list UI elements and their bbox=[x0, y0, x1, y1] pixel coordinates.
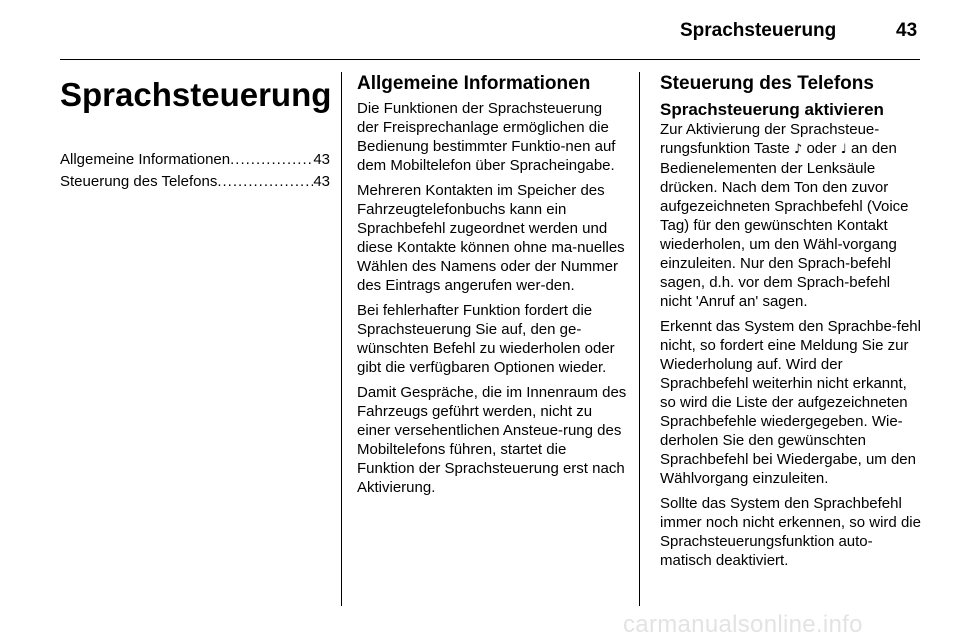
toc-leader-dots bbox=[230, 149, 313, 171]
toc-entry-page: 43 bbox=[313, 173, 330, 190]
header-divider bbox=[60, 59, 920, 60]
voice-button-icon: ♪ bbox=[793, 142, 803, 157]
paragraph-text: oder bbox=[806, 140, 837, 157]
paragraph: Bei fehlerhafter Funktion fordert die Sprachsteuerung Sie auf, den ge-wünschten Befehl zu wiederholen oder gibt die verfügbaren Optionen wieder. bbox=[357, 302, 615, 376]
phone-control-column bbox=[660, 72, 922, 576]
chapter-title: Sprachsteuerung bbox=[60, 76, 332, 113]
paragraph: Mehreren Kontakten im Speicher des Fahrzeugtelefonbuchs kann ein Sprachbefehl zugeordnet werden und diese Kontakte können ohne ma-nuelles Wählen des Namens oder der Nummer des Eintrags angerufen wer-den. bbox=[357, 182, 625, 294]
paragraph: Erkennt das System den Sprachbe-fehl nicht, so fordert eine Meldung Sie zur Wiederholung auf. Wird der Sprachbefehl weiterhin nicht erkannt, so wird die Liste der aufgezeichneten Sprachbefehle wiedergegeben. Wie-derholen Sie den gewünschten Sprachbefehl bei Wiedergabe, um den Wählvorgang einzuleiten. bbox=[660, 318, 921, 487]
toc-entry-phone[interactable] bbox=[60, 171, 330, 193]
voice-button-alt-icon: ♩ bbox=[840, 142, 847, 157]
toc-leader-dots bbox=[217, 171, 313, 193]
toc-entry-page: 43 bbox=[313, 151, 330, 168]
column-divider-2 bbox=[639, 72, 640, 606]
column-divider-1 bbox=[341, 72, 342, 606]
paragraph: Sollte das System den Sprachbefehl immer noch nicht erkennen, so wird die Sprachsteuerungsfunktion auto-matisch deaktiviert. bbox=[660, 495, 921, 569]
toc-column bbox=[60, 72, 330, 193]
paragraph-text: Zur Aktivierung der Sprachsteue-rungsfunktion Taste bbox=[660, 121, 880, 157]
subheading-activate: Sprachsteuerung aktivieren bbox=[660, 100, 884, 119]
section-heading-phone: Steuerung des Telefons bbox=[660, 73, 874, 94]
toc-entry-general[interactable] bbox=[60, 149, 330, 171]
section-heading-general: Allgemeine Informationen bbox=[357, 73, 591, 94]
general-info-column bbox=[357, 72, 627, 503]
paragraph: Die Funktionen der Sprachsteuerung der Freisprechanlage ermöglichen die Bedienung bestimmter Funktio-nen auf dem Mobiltelefon über Spracheingabe. bbox=[357, 100, 616, 174]
paragraph-text: an den Bedienelementen der Lenksäule drücken. Nach dem Ton den zuvor aufgezeichneten Sprachbefehl (Voice Tag) für den gewünschten Kontakt wiederholen, um den Wähl-vorgang einzuleiten. Nur den Sprach-befehl sagen, d.h. vor dem Sprach-befehl nicht 'Anruf an' sagen. bbox=[660, 140, 909, 310]
watermark: carmanualsonline.info bbox=[623, 611, 863, 638]
paragraph-activation bbox=[660, 120, 922, 311]
toc-entry-label: Steuerung des Telefons bbox=[60, 173, 218, 190]
toc-entry-label: Allgemeine Informationen bbox=[60, 151, 231, 168]
paragraph: Damit Gespräche, die im Innenraum des Fahrzeugs geführt werden, nicht zu einer versehentlichen Ansteue-rung des Mobiltelefons führen, startet die Funktion der Sprachsteuerung erst nach Aktivierung. bbox=[357, 384, 627, 496]
running-header-title: Sprachsteuerung bbox=[680, 20, 837, 41]
page-number: 43 bbox=[896, 20, 918, 41]
